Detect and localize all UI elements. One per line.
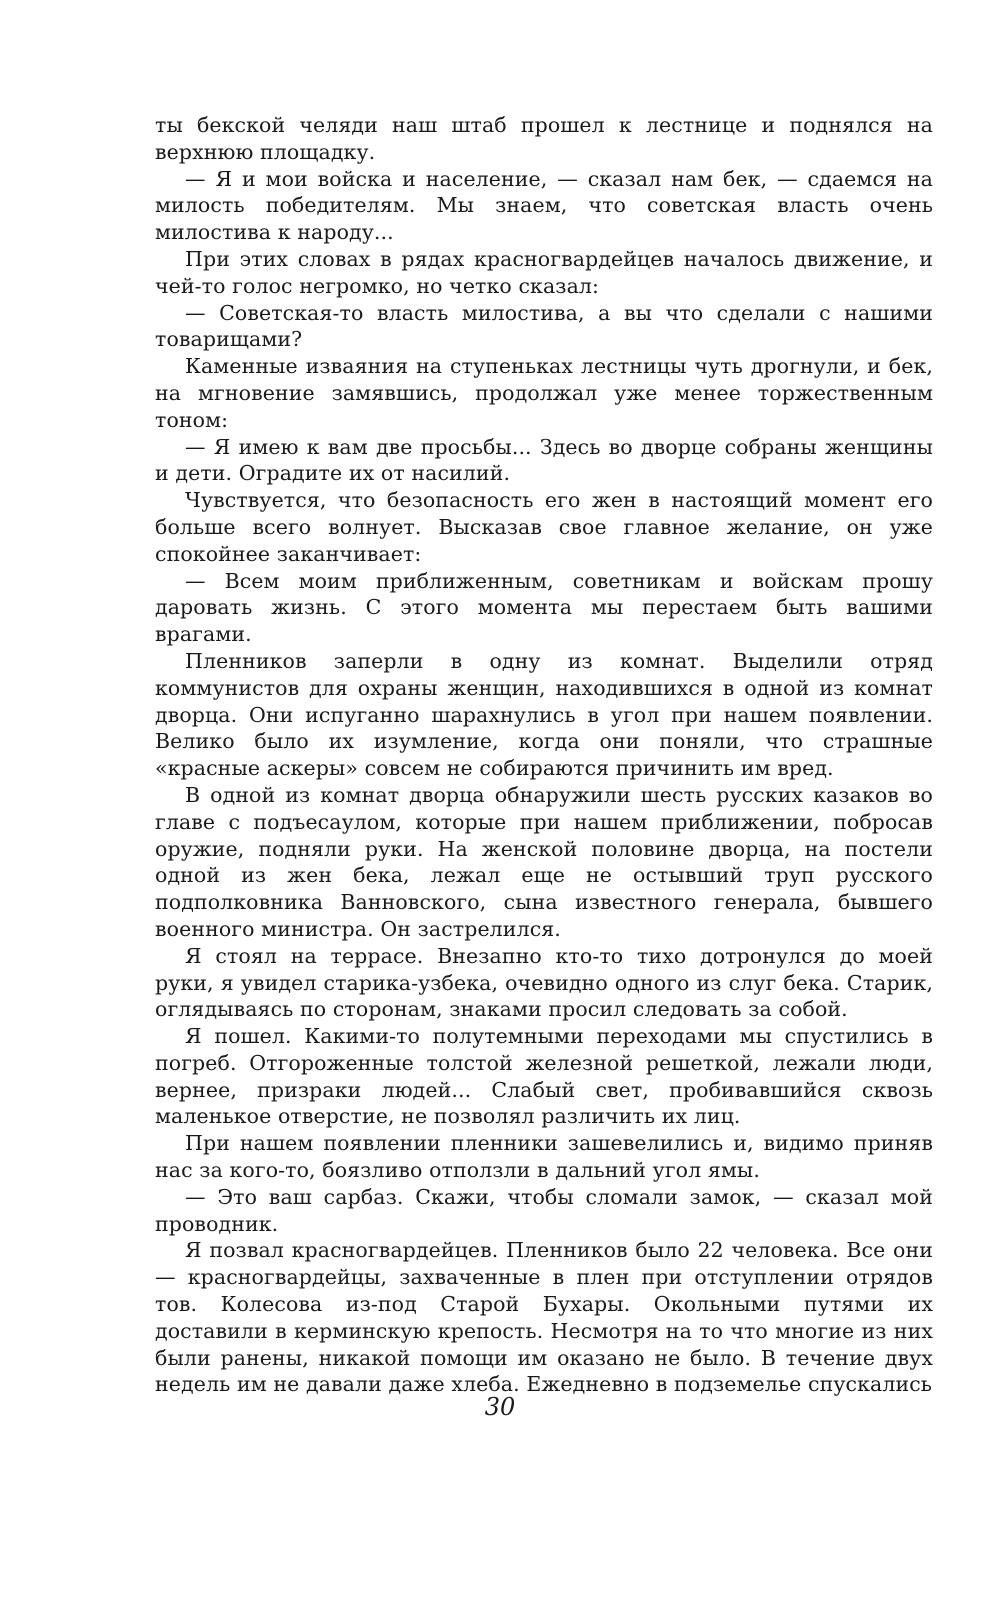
paragraph: В одной из комнат дворца обнаружили шесть русских казаков во главе с подъесаулом, которые при нашем приближении, побросав оружие, подняли руки. На женской половине дворца, на постели одной из жен бека, лежал еще не остывший труп русского подполковника Ванновского, сына известного генерала, бывшего военного министра. Он застрелился. <box>155 782 933 941</box>
paragraph: Чувствуется, что безопасность его жен в настоящий момент его больше всего волнует. Высказав свое главное желание, он уже спокойнее заканчивает: <box>155 488 933 566</box>
paragraph: — Я имею к вам две просьбы... Здесь во дворце собраны женщины и дети. Оградите их от насилий. <box>155 434 933 486</box>
paragraph: ты бекской челяди наш штаб прошел к лестнице и поднялся на верхнюю площадку. <box>155 113 933 164</box>
paragraph: Пленников заперли в одну из комнат. Выделили отряд коммунистов для охраны женщин, находившихся в одной из комнат дворца. Они испуганно шарахнулись в угол при нашем появлении. Велико было их изумление, когда они поняли, что страшные «красные аскеры» совсем не собираются причинить им вред. <box>155 648 933 781</box>
paragraph: При этих словах в рядах красногвардейцев началось движение, и чей-то голос негромко, но четко сказал: <box>155 246 933 298</box>
paragraph: — Советская-то власть милостива, а вы что сделали с нашими товарищами? <box>155 300 933 352</box>
paragraph: — Я и мои войска и население, — сказал нам бек, — сдаемся на милость победителям. Мы знаем, что советская власть очень милостива к народу... <box>155 166 933 245</box>
book-page <box>155 112 933 1412</box>
paragraph: — Всем моим приближенным, советникам и войскам прошу даровать жизнь. С этого момента мы перестаем быть вашими врагами. <box>155 568 933 647</box>
paragraph: Я позвал красногвардейцев. Пленников было 22 человека. Все они — красногвардейцы, захваченные в плен при отступлении отрядов тов. Колесова из-под Старой Бухары. Окольными путями их доставили в керминскую крепость. Несмотря на то что многие из них были ранены, никакой помощи им оказано не было. В течение двух недель им не давали даже хлеба. Ежедневно в подземелье спускались <box>155 1238 933 1397</box>
paragraph: — Это ваш сарбаз. Скажи, чтобы сломали замок, — сказал мой проводник. <box>155 1184 933 1236</box>
paragraph: Я стоял на террасе. Внезапно кто-то тихо дотронулся до моей руки, я увидел старика-узбека, очевидно одного из слуг бека. Старик, оглядываясь по сторонам, знаками просил следовать за собой. <box>155 943 933 1022</box>
paragraph: При нашем появлении пленники зашевелились и, видимо приняв нас за кого-то, боязливо отползли в дальний угол ямы. <box>155 1131 933 1183</box>
page-number: 30 <box>484 1393 516 1421</box>
paragraph: Я пошел. Какими-то полутемными переходами мы спустились в погреб. Отгороженные толстой железной решеткой, лежали люди, вернее, призраки людей... Слабый свет, пробивавшийся сквозь маленькое отверстие, не позволял различить их лиц. <box>155 1024 933 1129</box>
paragraph: Каменные изваяния на ступеньках лестницы чуть дрогнули, и бек, на мгновение замявшись, продолжал уже менее торжественным тоном: <box>155 354 933 432</box>
